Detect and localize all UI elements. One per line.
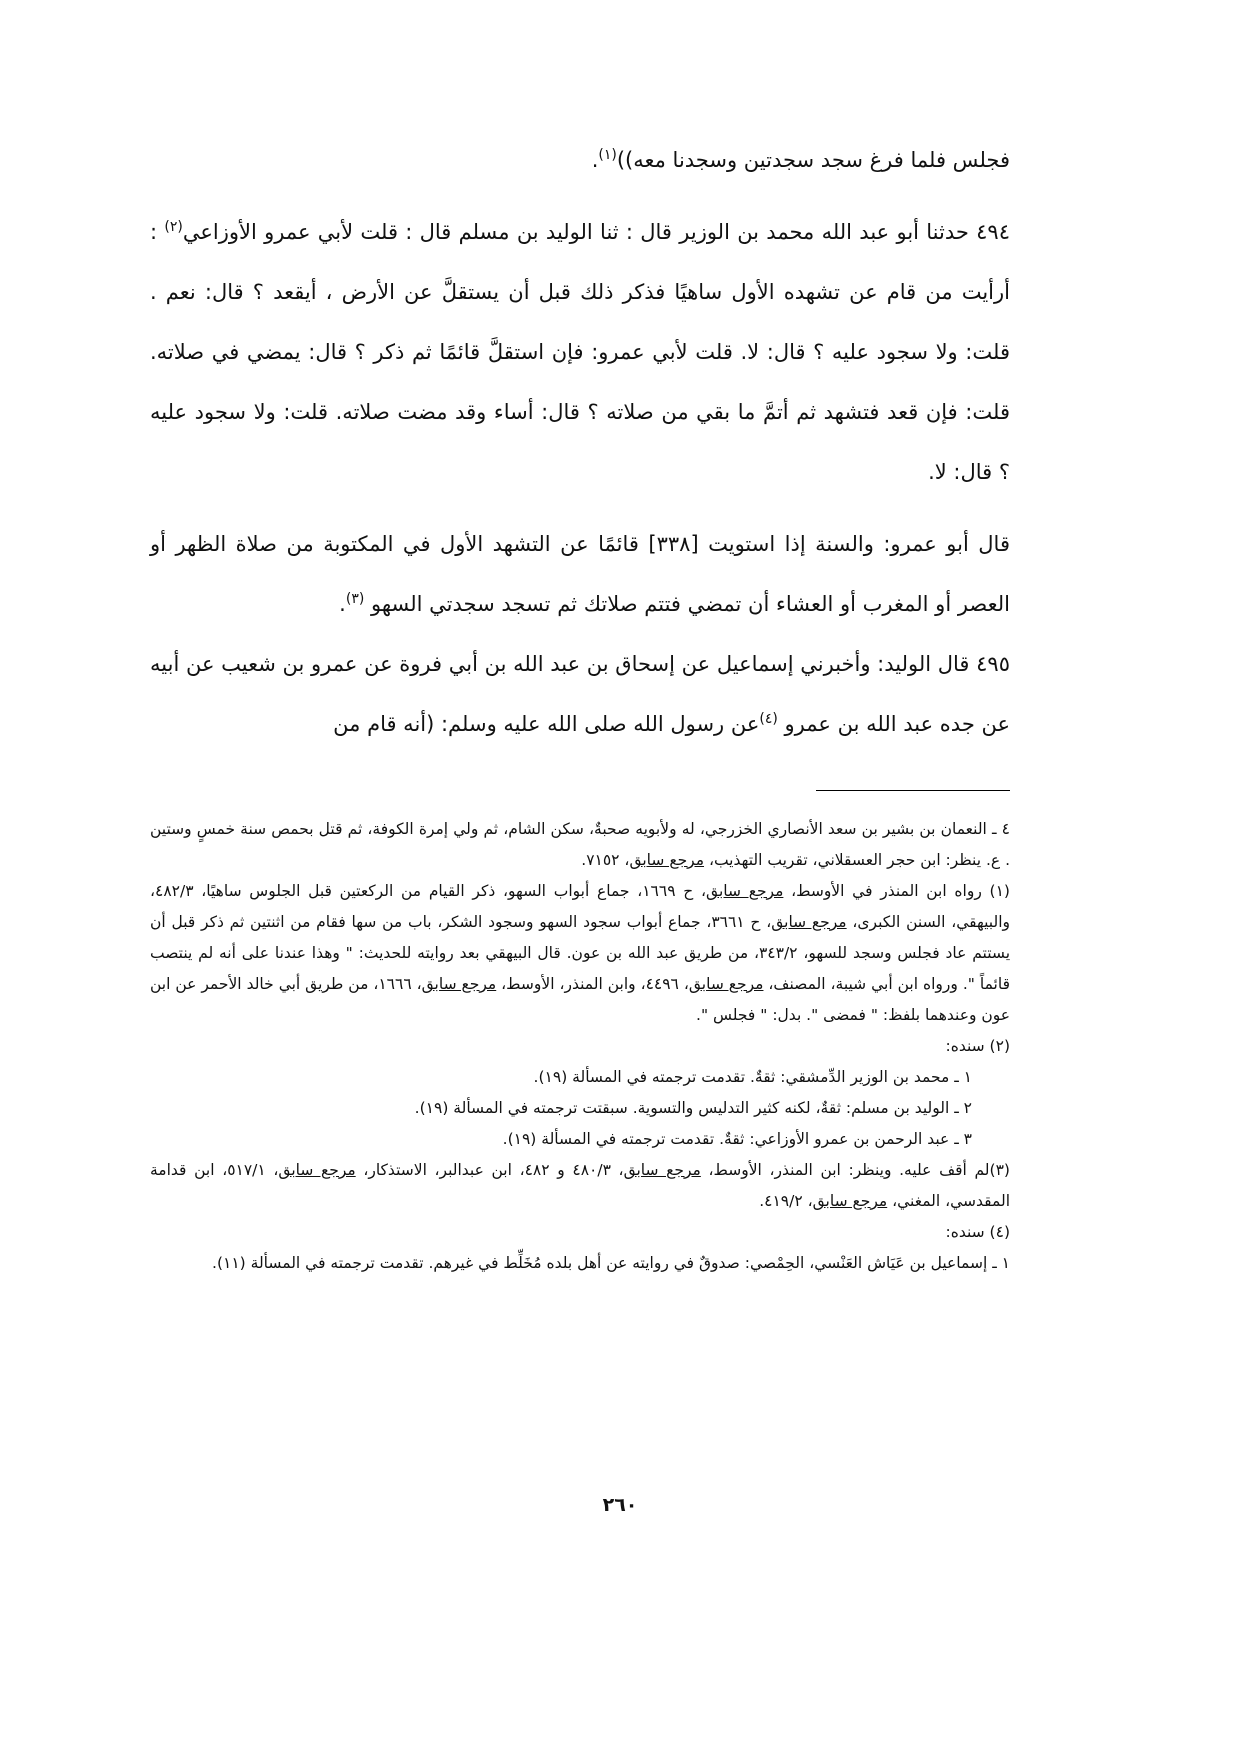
reference-link[interactable]: مرجع سابق — [706, 882, 784, 900]
footnote-ref-1[interactable]: (١) — [598, 147, 617, 163]
footnote-2-item-1: ١ ـ محمد بن الوزير الدِّمشقي: ثقةٌ. تقدمت ترجمته في المسألة (١٩). — [533, 1068, 972, 1086]
reference-link[interactable]: مرجع سابق — [421, 975, 497, 993]
reference-link[interactable]: مرجع سابق — [812, 1192, 888, 1210]
footnote-carryover: ٤ ـ النعمان بن بشير بن سعد الأنصاري الخزرجي، له ولأبويه صحبةٌ، سكن الشام، ثم ولي إمرة الكوفة، ثم قتل بحمص سنة خمسٍ وستين . ع. ينظر: ابن حجر العسقلاني، تقريب التهذيب، مرجع سابق، ٧١٥٢. — [150, 820, 1010, 869]
reference-link[interactable]: مرجع سابق — [688, 975, 764, 993]
footnote-4-heading: (٤) سنده: — [945, 1223, 1010, 1241]
reference-link[interactable]: مرجع سابق — [278, 1161, 356, 1179]
paragraph-4: ٤٩٥ قال الوليد: وأخبرني إسماعيل عن إسحاق بن عبد الله بن أبي فروة عن عمرو بن شعيب عن أبيه عن جده عبد الله بن عمرو $^{(٤)}$عن رسول الله صلى الله عليه وسلم: (أنه قام من — [150, 652, 1010, 736]
footnote-1: (١) رواه ابن المنذر في الأوسط، مرجع سابق، ح ١٦٦٩، جماع أبواب السهو، ذكر القيام من الركعتين قبل الجلوس ساهيًا، ٤٨٢/٣، والبيهقي، السنن الكبرى، مرجع سابق، ح ٣٦٦١، جماع أبواب سجود السهو وسجود الشكر، باب من سها فقام من اثنتين ثم ذكر قبل أن يستتم عاد فجلس وسجد للسهو، ٣٤٣/٢، من طريق عبد الله بن عون. قال البيهقي بعد روايته للحديث: " وهذا عندنا على أنه لم ينتصب قائماً ". ورواه ابن أبي شيبة، المصنف، مرجع سابق، ٤٤٩٦، وابن المنذر، الأوسط، مرجع سابق، ١٦٦٦، من طريق أبي خالد الأحمر عن ابن عون وعندهما بلفظ: " فمضى ". بدل: " فجلس ". — [150, 882, 1011, 1024]
footnote-2-item-2: ٢ ـ الوليد بن مسلم: ثقةٌ، لكنه كثير التدليس والتسوية. سبقتت ترجمته في المسألة (١٩). — [414, 1099, 972, 1117]
footnote-ref-3[interactable]: (٣) — [345, 591, 365, 607]
footnote-3: (٣)لم أقف عليه. وينظر: ابن المنذر، الأوسط، مرجع سابق، ٤٨٠/٣ و ٤٨٢، ابن عبدالبر، الاستذكار، مرجع سابق، ٥١٧/١، ابن قدامة المقدسي، المغني، مرجع سابق، ٤١٩/٢. — [150, 1161, 1010, 1210]
footnote-ref-4[interactable]: (٤) — [759, 711, 778, 727]
footnote-separator — [816, 790, 1010, 791]
reference-link[interactable]: مرجع سابق — [623, 1161, 701, 1179]
paragraph-1: فجلس فلما فرغ سجد سجدتين وسجدنا معه))$^{(١)}$. — [591, 147, 1010, 172]
page-number: ٢٦٠ — [602, 1494, 638, 1516]
reference-link[interactable]: مرجع سابق — [629, 851, 705, 869]
footnote-4-item-1: ١ ـ إسماعيل بن عَيَاش العَنْسي، الحِمْصي: صدوقٌ في روايته عن أهل بلده مُخَلِّط في غيرهم. تقدمت ترجمته في المسألة (١١). — [212, 1254, 1010, 1272]
paragraph-2: ٤٩٤ حدثنا أبو عبد الله محمد بن الوزير قال : ثنا الوليد بن مسلم قال : قلت لأبي عمرو الأوزاعي$^{(٢)}$ : أرأيت من قام عن تشهده الأول ساهيًا فذكر ذلك قبل أن يستقلَّ عن الأرض ، أيقعد ؟ قال: نعم . قلت: ولا سجود عليه ؟ قال: لا. قلت لأبي عمرو: فإن استقلَّ قائمًا ثم ذكر ؟ قال: يمضي في صلاته. قلت: فإن قعد فتشهد ثم أتمَّ ما بقي من صلاته ؟ قال: أساء وقد مضت صلاته. قلت: ولا سجود عليه ؟ قال: لا. — [150, 219, 1010, 484]
footnote-ref-2[interactable]: (٢) — [164, 219, 183, 235]
footnote-2-item-3: ٣ ـ عبد الرحمن بن عمرو الأوزاعي: ثقةٌ. تقدمت ترجمته في المسألة (١٩). — [502, 1130, 972, 1148]
paragraph-3: قال أبو عمرو: والسنة إذا استويت [٣٣٨] قائمًا عن التشهد الأول في المكتوبة من صلاة الظهر أو العصر أو المغرب أو العشاء أن تمضي فتتم صلاتك ثم تسجد سجدتي السهو $^{(٣)}$. — [150, 532, 1010, 616]
reference-link[interactable]: مرجع سابق — [771, 913, 847, 931]
footnotes — [150, 814, 1010, 1279]
footnote-2-heading: (٢) سنده: — [945, 1037, 1010, 1055]
main-text — [150, 130, 1010, 754]
